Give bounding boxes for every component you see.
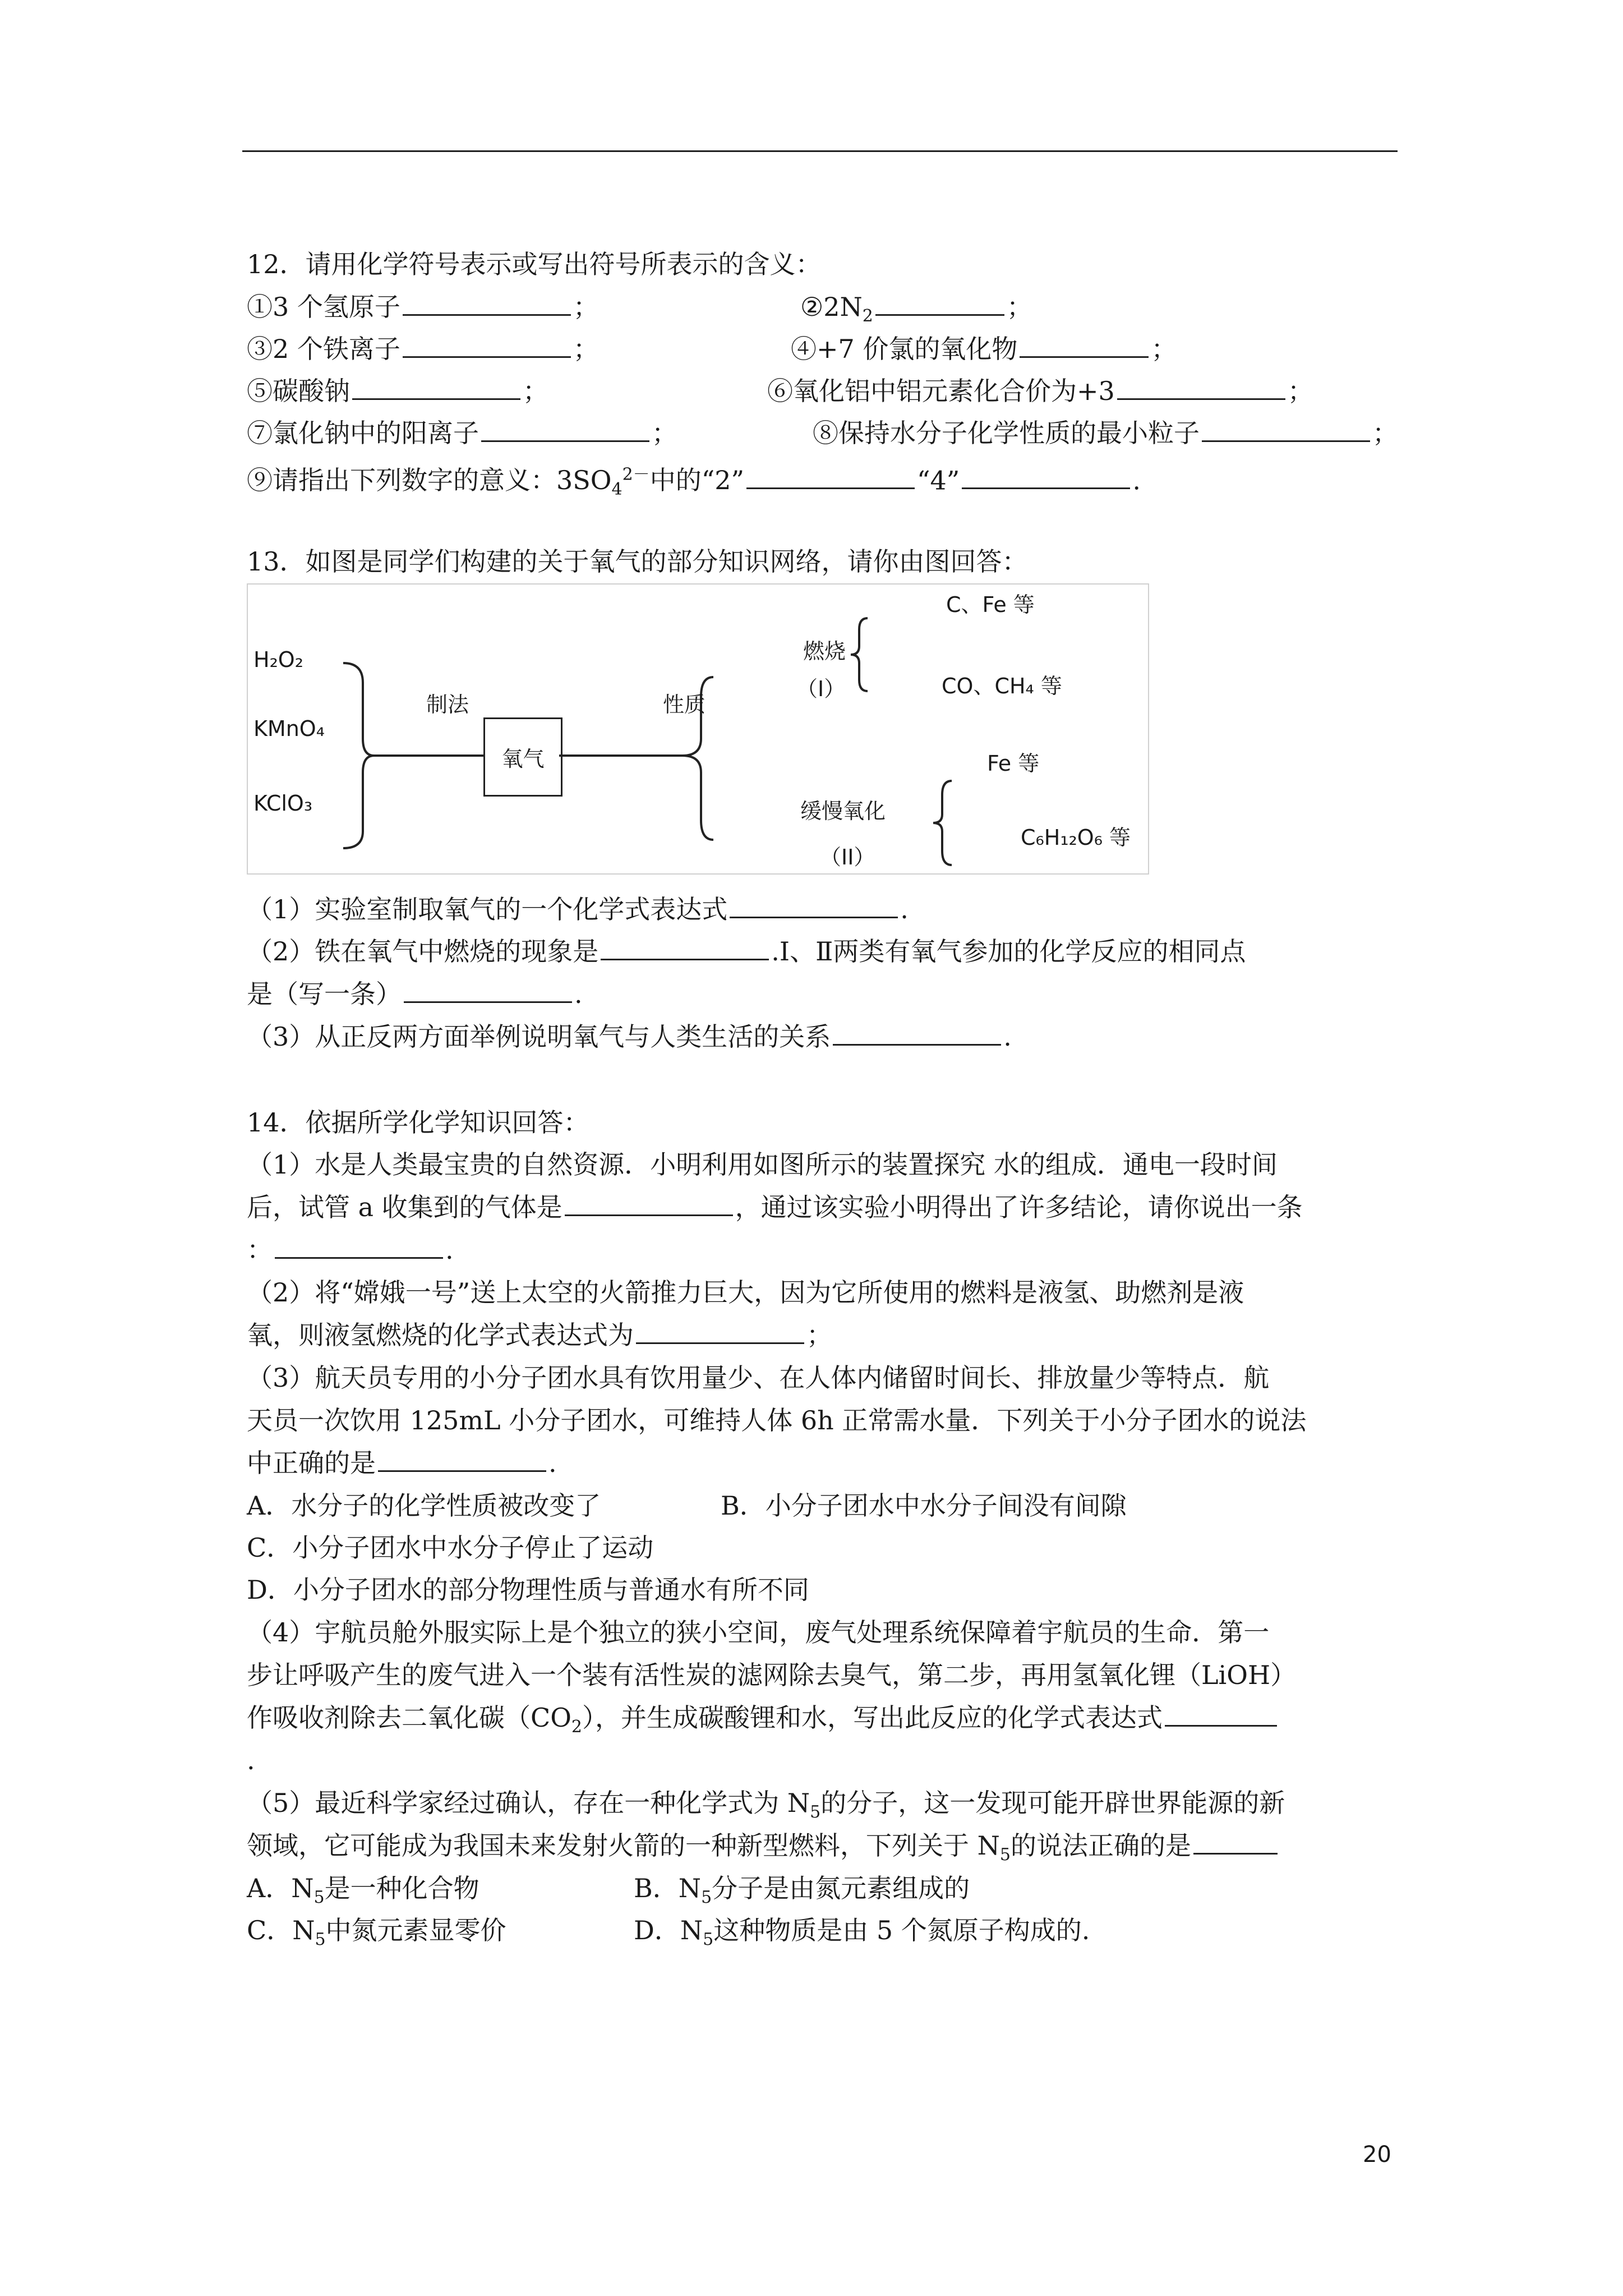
- label-combustion-num: （I）: [796, 677, 846, 701]
- answer-blank[interactable]: [746, 463, 915, 489]
- label-properties: 性质: [663, 692, 706, 717]
- answer-blank[interactable]: [1193, 1828, 1278, 1855]
- answer-blank[interactable]: [403, 332, 571, 358]
- q14-n5-option-b: B．$N_5$分子是由氮元素组成的: [634, 1873, 970, 1908]
- q12-row1: ①3 个氢原子 ；: [247, 289, 599, 324]
- label-glucose: C₆H₁₂O₆ 等: [1021, 825, 1131, 850]
- q14-line6: （3）航天员专用的小分子团水具有饮用量少、在人体内储留时间长、排放量少等特点．航: [247, 1363, 1270, 1393]
- page-number: 20: [1363, 2142, 1391, 2168]
- q14-line5: 氧，则液氢燃烧的化学式表达式为 ；: [247, 1318, 832, 1352]
- q14-line13: （5）最近科学家经过确认，存在一种化学式为 $N_5$的分子，这一发现可能开辟世界能源的新: [247, 1788, 1285, 1823]
- label-kmno4: KMnO₄: [253, 716, 325, 741]
- q14-n5-option-a: A．$N_5$是一种化合物: [247, 1873, 479, 1908]
- upper-right-brace: [851, 618, 868, 691]
- q14-line9: （4）宇航员舱外服实际上是个独立的狭小空间，废气处理系统保障着宇航员的生命．第一: [247, 1617, 1270, 1648]
- q12-item2: $②2N_2$: [800, 292, 873, 326]
- answer-blank[interactable]: [1020, 332, 1149, 358]
- q12-title: 12．请用化学符号表示或写出符号所表示的含义：: [247, 249, 822, 279]
- label-slow-oxidation-num: （II）: [820, 845, 875, 869]
- q12-row2-right: ④+7 价氯的氧化物 ；: [791, 332, 1177, 366]
- answer-blank[interactable]: [875, 289, 1004, 316]
- q12-row5: ⑨请指出下列数字的意义：$3SO_4^{2-}$中的“2” “4” .: [247, 458, 1141, 508]
- q13-title: 13．如图是同学们构建的关于氧气的部分知识网络，请你由图回答：: [247, 546, 1028, 577]
- q13-part3: （3）从正反两方面举例说明氧气与人类生活的关系 .: [247, 1019, 1012, 1054]
- q12-item1: ①3 个氢原子: [247, 292, 400, 322]
- q14-option-b: B．小分子团水中水分子间没有间隙: [721, 1490, 1127, 1521]
- q14-line10: 步让呼吸产生的废气进入一个装有活性炭的滤网除去臭气，第二步，再用氢氧化锂（LiOH）: [247, 1660, 1297, 1690]
- q12-item5: ⑤碳酸钠: [247, 376, 350, 406]
- q14-n5-option-c: C．$N_5$中氮元素显零价: [247, 1915, 506, 1950]
- answer-blank[interactable]: [404, 977, 572, 1003]
- q12-item9: ⑨请指出下列数字的意义：$3SO_4^{2-}$中的“2”: [247, 465, 744, 500]
- label-combustion: 燃烧: [803, 639, 846, 664]
- label-c-fe: C、Fe 等: [946, 592, 1035, 617]
- q14-line3: ： .: [247, 1232, 454, 1267]
- answer-blank[interactable]: [565, 1190, 733, 1216]
- q14-option-a: A．水分子的化学性质被改变了: [247, 1490, 601, 1521]
- answer-blank[interactable]: [352, 374, 520, 400]
- label-h2o2: H₂O₂: [253, 647, 303, 672]
- answer-blank[interactable]: [833, 1019, 1001, 1046]
- q12-item4: ④+7 价氯的氧化物: [791, 334, 1018, 364]
- q14-option-c: C．小分子团水中水分子停止了运动: [247, 1533, 654, 1563]
- oxygen-knowledge-diagram: [247, 583, 1149, 875]
- q12-row3: ⑤碳酸钠 ；: [247, 374, 548, 408]
- answer-blank[interactable]: [1202, 416, 1370, 442]
- q12-row2: ③2 个铁离子 ；: [247, 332, 599, 366]
- q12-item8: ⑧保持水分子化学性质的最小粒子: [813, 418, 1200, 448]
- q14-option-d: D．小分子团水的部分物理性质与普通水有所不同: [247, 1575, 809, 1605]
- header-rule: [242, 150, 1398, 152]
- label-slow-oxidation: 缓慢氧化: [800, 799, 886, 823]
- q13-part2: （2）铁在氧气中燃烧的现象是 .Ⅰ、Ⅱ两类有氧气参加的化学反应的相同点: [247, 934, 1246, 969]
- answer-blank[interactable]: [275, 1232, 443, 1259]
- q14-line14: 领域，它可能成为我国未来发射火箭的一种新型燃料，下列关于 $N_5$的说法正确的是: [247, 1828, 1280, 1872]
- q14-line11: 作吸收剂除去二氧化碳$(CO_2)$，并生成碳酸锂和水，写出此反应的化学式表达式: [247, 1700, 1279, 1745]
- q12-item6: ⑥氧化铝中铝元素化合价为+3: [767, 376, 1115, 406]
- answer-blank[interactable]: [378, 1446, 546, 1472]
- q12-item3: ③2 个铁离子: [247, 334, 400, 364]
- q12-item7: ⑦氯化钠中的阳离子: [247, 418, 479, 448]
- answer-blank[interactable]: [1165, 1700, 1277, 1727]
- q12-row1-right: $②2N_2$ ；: [800, 289, 1032, 334]
- q12-row4-right: ⑧保持水分子化学性质的最小粒子 ；: [813, 416, 1398, 450]
- q14-n5-option-d: D．$N_5$这种物质是由 5 个氮原子构成的.: [634, 1915, 1090, 1950]
- q14-line2: 后，试管 a 收集到的气体是 ，通过该实验小明得出了许多结论，请你说出一条: [247, 1190, 1303, 1225]
- q14-title: 14．依据所学化学知识回答：: [247, 1107, 589, 1138]
- lower-right-brace: [933, 781, 952, 865]
- q13-part1: （1）实验室制取氧气的一个化学式表达式 .: [247, 892, 909, 927]
- label-fe: Fe 等: [987, 751, 1040, 776]
- q12-row4: ⑦氯化钠中的阳离子 ；: [247, 416, 677, 450]
- answer-blank[interactable]: [1117, 374, 1285, 400]
- q13-part2-cont: 是（写一条） .: [247, 977, 583, 1011]
- q14-line8: 中正确的是 .: [247, 1446, 557, 1480]
- answer-blank[interactable]: [481, 416, 649, 442]
- q14-line1: （1）水是人类最宝贵的自然资源．小明利用如图所示的装置探究 水的组成．通电一段时间: [247, 1149, 1278, 1180]
- label-method: 制法: [426, 692, 469, 717]
- q14-line12: .: [247, 1745, 255, 1775]
- q14-line4: （2）将“嫦娥一号”送上太空的火箭推力巨大，因为它所使用的燃料是液氢、助燃剂是液: [247, 1277, 1244, 1308]
- q14-line7: 天员一次饮用 125mL 小分子团水，可维持人体 6h 正常需水量．下列关于小分子团水的说法: [247, 1405, 1307, 1435]
- label-co-ch4: CO、CH₄ 等: [942, 674, 1062, 698]
- diagram-lines: [248, 585, 1148, 873]
- left-brace: [343, 663, 374, 848]
- answer-blank[interactable]: [403, 289, 571, 316]
- answer-blank[interactable]: [730, 892, 898, 918]
- q12-row3-right: ⑥氧化铝中铝元素化合价为+3 ；: [767, 374, 1313, 408]
- label-kclo3: KClO₃: [253, 791, 313, 816]
- answer-blank[interactable]: [636, 1318, 804, 1344]
- oxygen-box: 氧气: [483, 717, 562, 797]
- answer-blank[interactable]: [601, 934, 769, 960]
- answer-blank[interactable]: [962, 463, 1130, 489]
